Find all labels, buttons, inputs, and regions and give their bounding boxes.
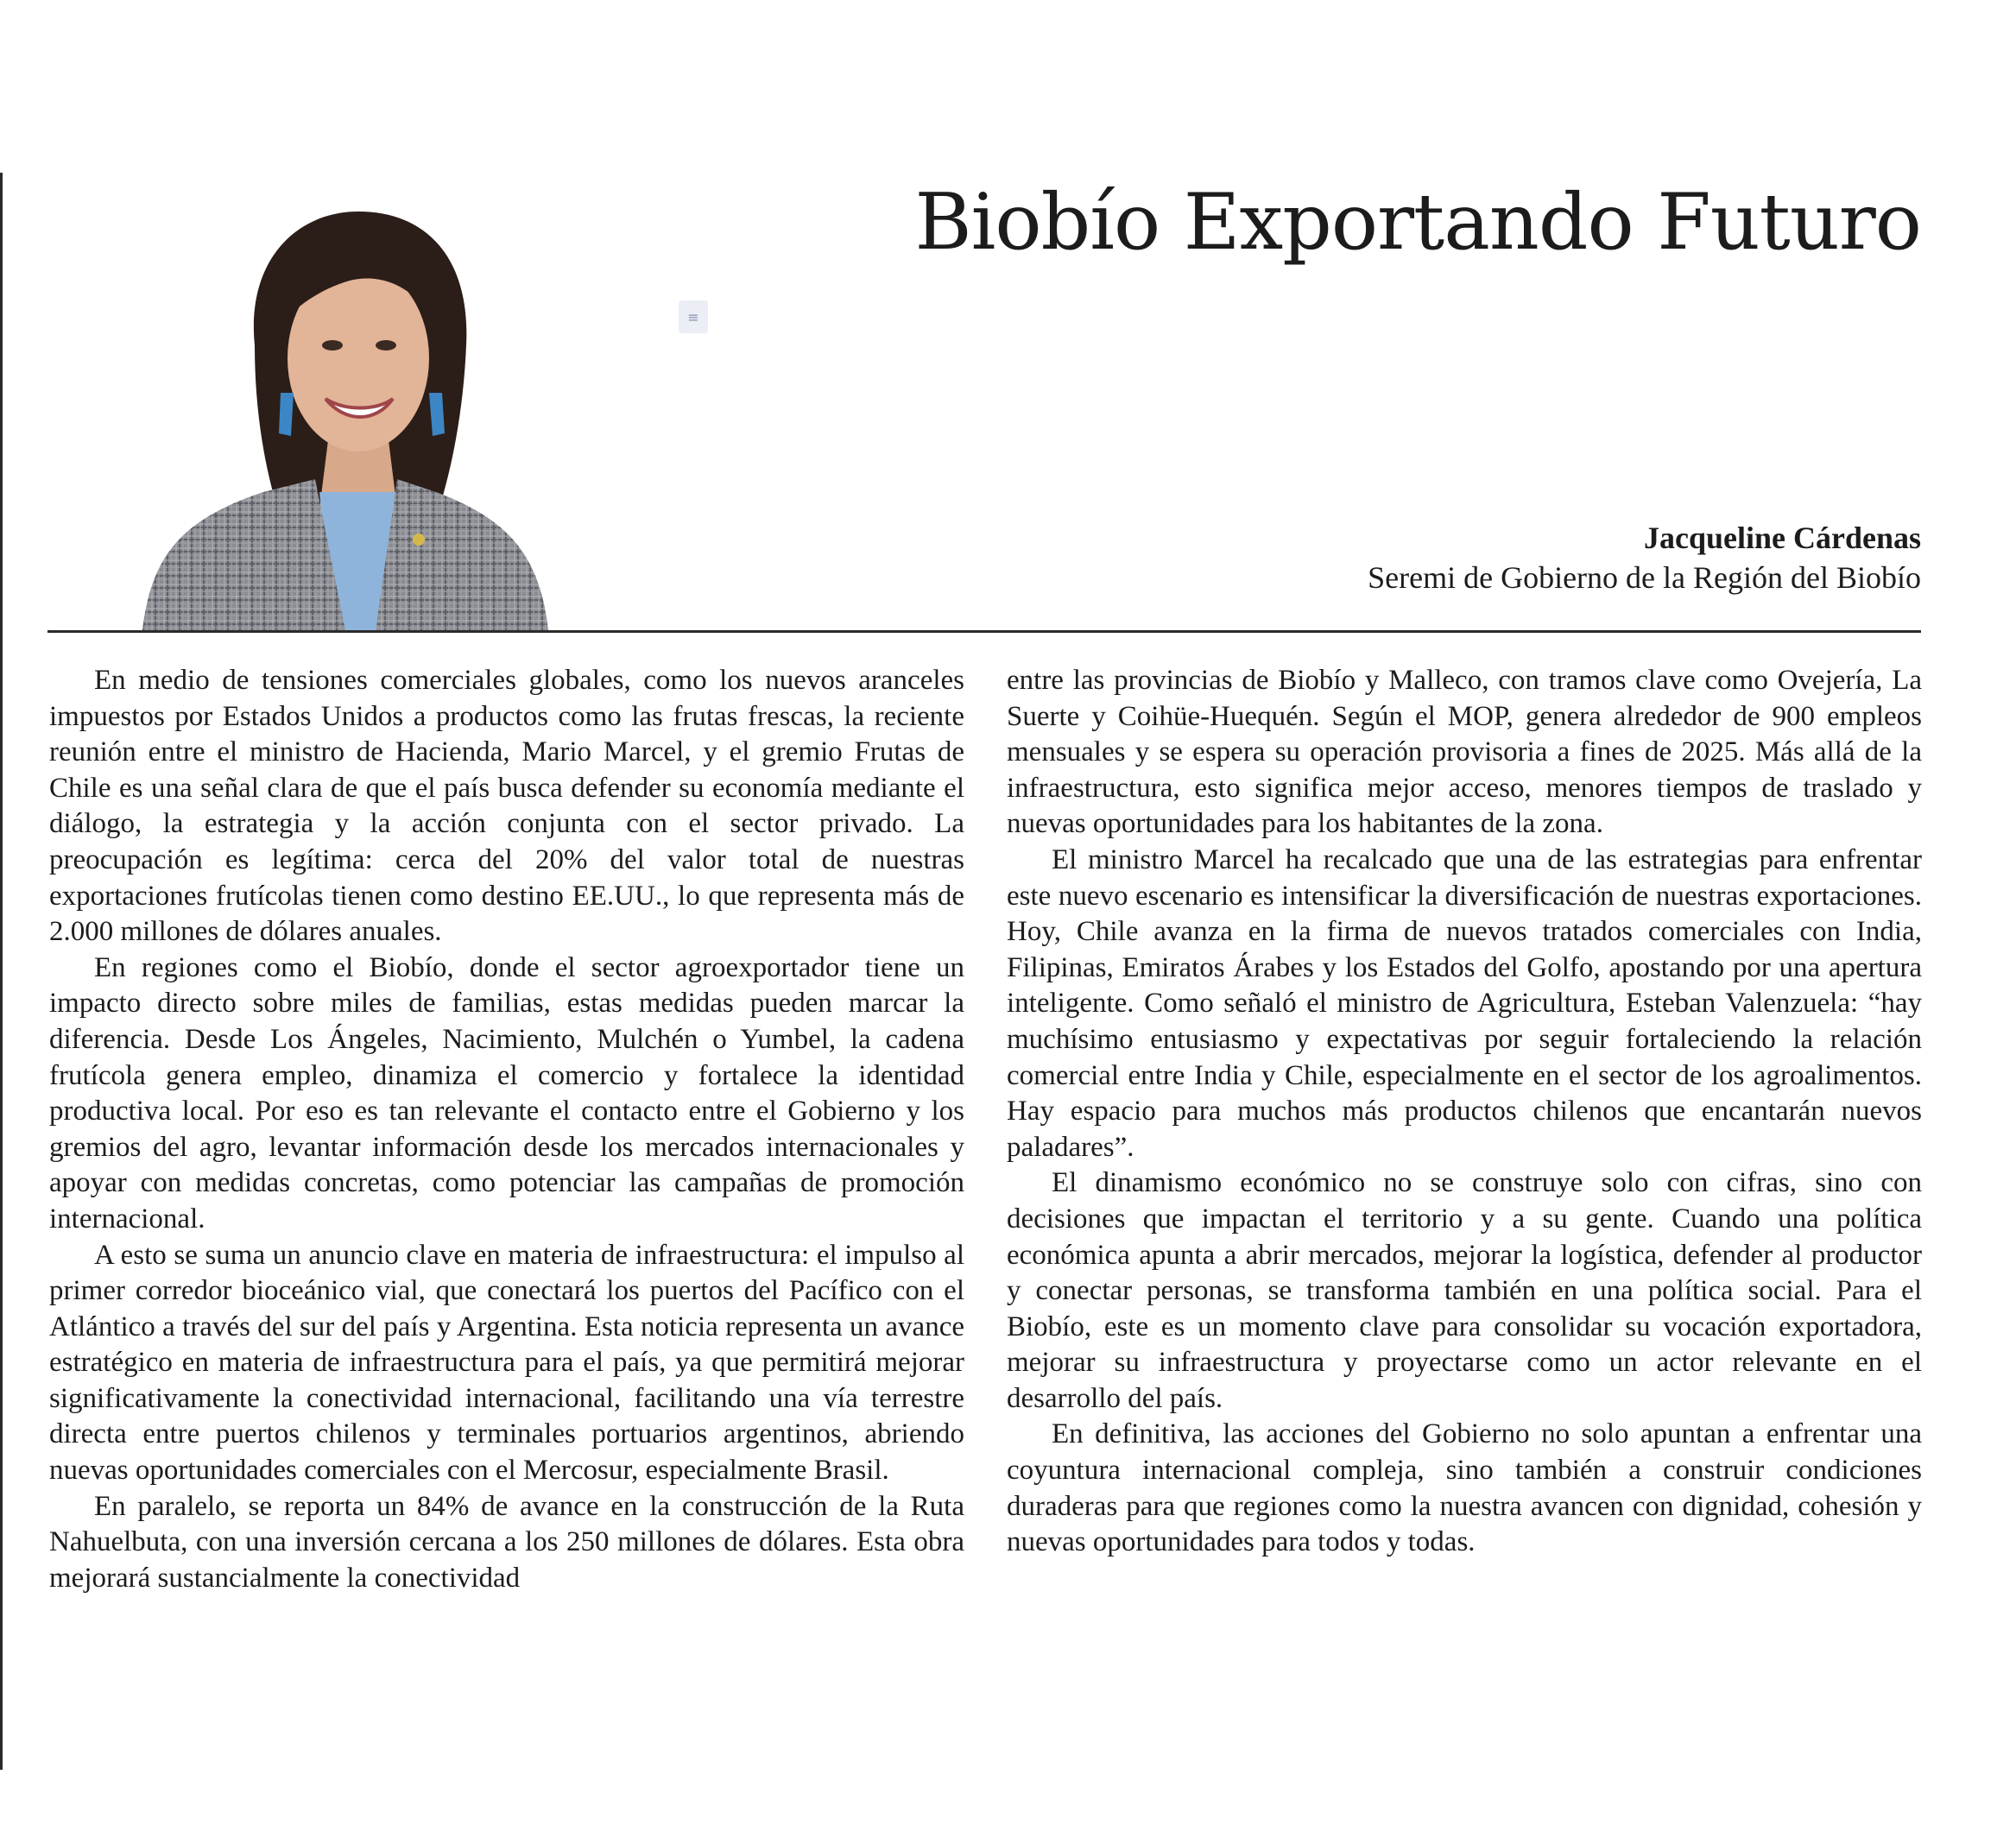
article-column-left [49,663,964,1596]
header-divider [47,630,1921,633]
left-column-rule [0,173,3,1770]
body-paragraph: entre las provincias de Biobío y Malleco, con tramos clave como Ovejería, La Suerte y Coihüe-Huequén. Según el MOP, genera alrededor de 900 empleos mensuales y se espera su operación provisoria a fines de 2025. Más allá de la infraestructura, esto significa mejor acceso, menores tiempos de traslado y nuevas oportunidades para los habitantes de la zona. [1007,665,1922,840]
author-byline [1368,518,1921,597]
body-paragraph: En regiones como el Biobío, donde el sector agroexportador tiene un impacto directo sobre miles de familias, estas medidas pueden marcar la diferencia. Desde Los Ángeles, Nacimiento, Mulchén o Yumbel, la cadena frutícola genera empleo, dinamiza el comercio y fortalece la identidad productiva local. Por eso es tan relevante el contacto entre el Gobierno y los gremios del agro, levantar información desde los mercados internacionales y apoyar con medidas concretas, como potenciar las campañas de promoción internacional. [49,951,964,1235]
body-paragraph: El ministro Marcel ha recalcado que una de las estrategias para enfrentar este nuevo escenario es intensificar la diversificación de nuestras exportaciones. Hoy, Chile avanza en la firma de nuevos tratados comerciales con India, Filipinas, Emiratos Árabes y los Estados del Golfo, apostando por una apertura inteligente. Como señaló el ministro de Agricultura, Esteban Valenzuela: “hay muchísimo entusiasmo y expectativas por seguir fortaleciendo la relación comercial entre India y Chile, especialmente en el sector de los agroalimentos. Hay espacio para muchos más productos chilenos que encantarán nuevos paladares”. [1007,843,1922,1163]
body-paragraph: En definitiva, las acciones del Gobierno no solo apuntan a enfrentar una coyuntura internacional compleja, sino también a construir condiciones duraderas para que regiones como la nuestra avancen con dignidad, cohesión y nuevas oportunidades para todos y todas. [1007,1418,1922,1558]
author-portrait [125,207,566,630]
body-paragraph: En medio de tensiones comerciales globales, como los nuevos aranceles impuestos por Estados Unidos a productos como las frutas frescas, la reciente reunión entre el ministro de Hacienda, Mario Marcel, y el gremio Frutas de Chile es una señal clara de que el país busca defender su economía mediante el diálogo, la estrategia y la acción conjunta con el sector privado. La preocupación es legítima: cerca del 20% del valor total de nuestras exportaciones frutícolas tienen como destino EE.UU., lo que representa más de 2.000 millones de dólares anuales. [49,665,964,948]
body-paragraph: En paralelo, se reporta un 84% de avance en la construcción de la Ruta Nahuelbuta, con una inversión cercana a los 250 millones de dólares. Esta obra mejorará sustancialmente la conectividad [49,1490,964,1594]
author-name: Jacqueline Cárdenas [1643,521,1921,555]
document-icon[interactable]: ≡ [679,300,708,333]
portrait-photo-icon [125,207,566,630]
author-role: Seremi de Gobierno de la Región del Biobío [1368,560,1921,595]
article-column-right [1007,663,1922,1561]
body-paragraph: A esto se suma un anuncio clave en materia de infraestructura: el impulso al primer corredor bioceánico vial, que conectará los puertos del Pacífico con el Atlántico a través del sur del país y Argentina. Esta noticia representa un avance estratégico en materia de infraestructura para el país, ya que permitirá mejorar significativamente la conectividad internacional, facilitando una vía terrestre directa entre puertos chilenos y terminales portuarios argentinos, abriendo nuevas oportunidades comerciales con el Mercosur, especialmente Brasil. [49,1239,964,1487]
body-paragraph: El dinamismo económico no se construye solo con cifras, sino con decisiones que impactan el territorio y a su gente. Cuando una política económica apunta a abrir mercados, mejorar la logística, defender al productor y conectar personas, se transforma también en una política social. Para el Biobío, este es un momento clave para consolidar su vocación exportadora, mejorar su infraestructura y proyectarse como un actor relevante en el desarrollo del país. [1007,1167,1922,1414]
article-title: Biobío Exportando Futuro [914,177,1921,268]
